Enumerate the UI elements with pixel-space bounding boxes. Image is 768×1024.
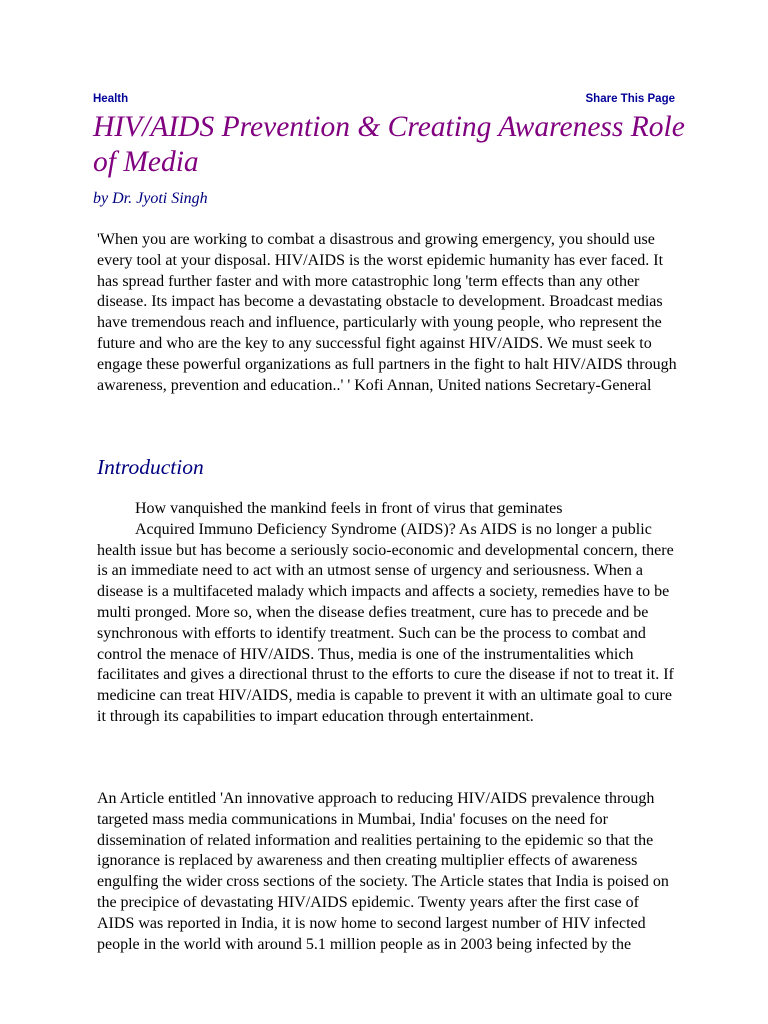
intro-paragraph-lead: How vanquished the mankind feels in front of virus that geminates [135,500,563,517]
top-links-bar [93,93,675,105]
author-name: Dr. Jyoti Singh [112,190,208,207]
article-paragraph-2: An Article entitled 'An innovative approach to reducing HIV/AIDS prevalence through targeted mass media communications in Mumbai, India' focuses on the need for dissemination of related information and realities pertaining to the epidemic so that the ignorance is replaced by awareness and then creating multiplier effects of awareness engulfing the wider cross sections of the society. The Article states that India is poised on the precipice of devastating HIV/AIDS epidemic. Twenty years after the first case of AIDS was reported in India, it is now home to second largest number of HIV infected people in the world with around 5.1 million people as in 2003 being infected by the [97,790,669,953]
intro-paragraph [97,499,677,728]
category-link-health[interactable]: Health [93,93,129,105]
intro-paragraph-lead-2: Acquired Immuno Deficiency Syndrome (AIDS)? As AIDS is no longer [135,520,597,538]
share-page-link[interactable]: Share This Page [585,93,675,105]
page-title: HIV/AIDS Prevention & Creating Awareness Role of Media [93,111,685,178]
intro-paragraph-body: a public health issue but has become a seriously socio-economic and developmental concern, there is an immediate need to act with an utmost sense of urgency and seriousness. When a disease is a multifaceted malady which impacts and affects a society, remedies have to be multi pronged. More so, when the disease defies treatment, cure has to precede and be synchronous with efforts to identify treatment. Such can be the process to combat and control the menace of HIV/AIDS. Thus, media is one of the instrumentalities which facilitates and gives a directional thrust to the efforts to cure the disease if not to treat it. If medicine can treat HIV/AIDS, media is capable to prevent it with an ultimate goal to cure it through its capabilities to impart education through entertainment. [97,520,674,725]
opening-quote: 'When you are working to combat a disastrous and growing emergency, you should use every tool at your disposal. HIV/AIDS is the worst epidemic humanity has ever faced. It has spread further faster and with more catastrophic long 'term effects than any other disease. Its impact has become a devastating obstacle to development. Broadcast medias have tremendous reach and influence, particularly with young people, who represent the future and who are the key to any successful fight against HIV/AIDS. We must seek to engage these powerful organizations as full partners in the fight to halt HIV/AIDS through awareness, prevention and education..' ' Kofi Annan, United nations Secretary-General [97,231,677,394]
section-heading-introduction: Introduction [97,455,204,479]
byline-prefix: by [93,190,109,207]
byline [93,190,208,208]
